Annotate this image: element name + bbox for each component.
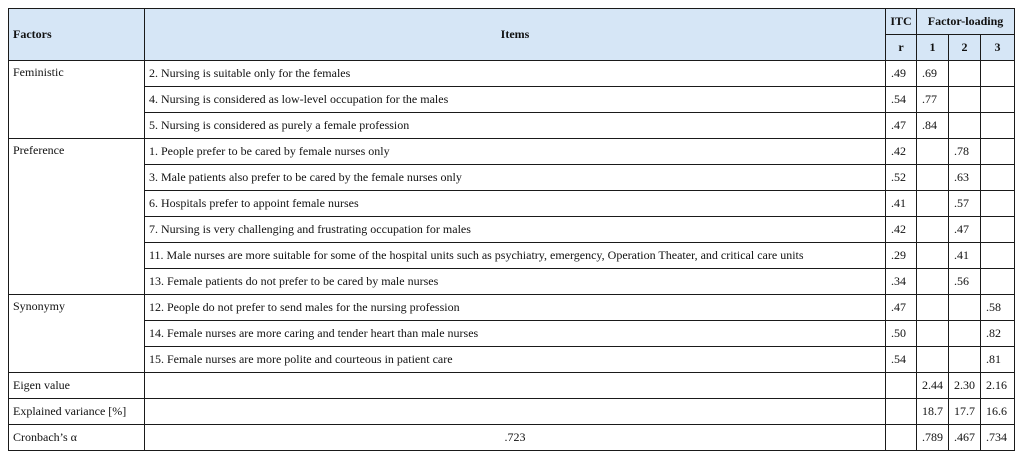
factor-2-loading xyxy=(949,347,981,373)
table-header xyxy=(9,9,1015,61)
item-text: 4. Nursing is considered as low-level occupation for the males xyxy=(145,87,886,113)
factor-1-loading xyxy=(917,165,949,191)
itc-value: .42 xyxy=(886,139,917,165)
factor-1-loading xyxy=(917,139,949,165)
item-text: 12. People do not prefer to send males for the nursing profession xyxy=(145,295,886,321)
itc-value: .34 xyxy=(886,269,917,295)
itc-value: .41 xyxy=(886,191,917,217)
table-row xyxy=(9,295,1015,321)
summary-label: Explained variance [%] xyxy=(9,399,145,425)
table-row xyxy=(9,87,1015,113)
itc-value: .47 xyxy=(886,295,917,321)
factor-3-loading xyxy=(981,87,1015,113)
factor-3-loading xyxy=(981,217,1015,243)
table-row xyxy=(9,217,1015,243)
itc-value: .47 xyxy=(886,113,917,139)
summary-factor-1: 2.44 xyxy=(917,373,949,399)
table-row xyxy=(9,139,1015,165)
summary-items-value: .723 xyxy=(145,425,886,451)
summary-row xyxy=(9,373,1015,399)
factor-2-loading xyxy=(949,295,981,321)
factor-label: Preference xyxy=(9,139,145,295)
summary-label: Cronbach’s α xyxy=(9,425,145,451)
header-factor-1: 1 xyxy=(917,35,949,61)
factor-2-loading: .56 xyxy=(949,269,981,295)
factor-label: Synonymy xyxy=(9,295,145,373)
item-text: 7. Nursing is very challenging and frustrating occupation for males xyxy=(145,217,886,243)
itc-value: .49 xyxy=(886,61,917,87)
factor-1-loading: .69 xyxy=(917,61,949,87)
factor-3-loading xyxy=(981,165,1015,191)
summary-label: Eigen value xyxy=(9,373,145,399)
factor-3-loading xyxy=(981,113,1015,139)
summary-itc-value xyxy=(886,399,917,425)
header-factors: Factors xyxy=(9,9,145,61)
table-row xyxy=(9,269,1015,295)
factor-2-loading: .57 xyxy=(949,191,981,217)
factor-3-loading xyxy=(981,139,1015,165)
factor-3-loading xyxy=(981,191,1015,217)
item-text: 11. Male nurses are more suitable for some of the hospital units such as psychiatry, emergency, Operation Theater, and critical care units xyxy=(145,243,886,269)
table-row xyxy=(9,61,1015,87)
header-factor-3: 3 xyxy=(981,35,1015,61)
table-row xyxy=(9,191,1015,217)
summary-factor-3: 16.6 xyxy=(981,399,1015,425)
summary-itc-value xyxy=(886,425,917,451)
factor-1-loading xyxy=(917,269,949,295)
factor-label: Feministic xyxy=(9,61,145,139)
table-row xyxy=(9,165,1015,191)
factor-2-loading xyxy=(949,61,981,87)
itc-value: .54 xyxy=(886,347,917,373)
summary-itc-value xyxy=(886,373,917,399)
header-factor-loading: Factor-loading xyxy=(917,9,1015,35)
itc-value: .42 xyxy=(886,217,917,243)
summary-factor-3: .734 xyxy=(981,425,1015,451)
factor-1-loading xyxy=(917,217,949,243)
factor-3-loading xyxy=(981,61,1015,87)
factor-1-loading xyxy=(917,347,949,373)
itc-value: .52 xyxy=(886,165,917,191)
itc-value: .29 xyxy=(886,243,917,269)
factor-2-loading: .63 xyxy=(949,165,981,191)
summary-factor-2: .467 xyxy=(949,425,981,451)
summary-row xyxy=(9,425,1015,451)
header-itc: ITC xyxy=(886,9,917,35)
summary-factor-3: 2.16 xyxy=(981,373,1015,399)
item-text: 3. Male patients also prefer to be cared by the female nurses only xyxy=(145,165,886,191)
factor-3-loading: .81 xyxy=(981,347,1015,373)
table-body xyxy=(9,61,1015,451)
summary-row xyxy=(9,399,1015,425)
item-text: 5. Nursing is considered as purely a female profession xyxy=(145,113,886,139)
summary-factor-2: 17.7 xyxy=(949,399,981,425)
factor-1-loading xyxy=(917,191,949,217)
factor-2-loading: .78 xyxy=(949,139,981,165)
summary-items-value xyxy=(145,373,886,399)
item-text: 14. Female nurses are more caring and tender heart than male nurses xyxy=(145,321,886,347)
factor-3-loading: .58 xyxy=(981,295,1015,321)
summary-factor-1: 18.7 xyxy=(917,399,949,425)
factor-2-loading xyxy=(949,113,981,139)
factor-1-loading xyxy=(917,321,949,347)
factor-1-loading: .84 xyxy=(917,113,949,139)
table-row xyxy=(9,347,1015,373)
summary-factor-1: .789 xyxy=(917,425,949,451)
item-text: 15. Female nurses are more polite and courteous in patient care xyxy=(145,347,886,373)
factor-3-loading xyxy=(981,243,1015,269)
header-items: Items xyxy=(145,9,886,61)
itc-value: .50 xyxy=(886,321,917,347)
factor-analysis-table xyxy=(8,8,1015,451)
item-text: 6. Hospitals prefer to appoint female nurses xyxy=(145,191,886,217)
item-text: 2. Nursing is suitable only for the females xyxy=(145,61,886,87)
factor-1-loading: .77 xyxy=(917,87,949,113)
summary-items-value xyxy=(145,399,886,425)
item-text: 1. People prefer to be cared by female nurses only xyxy=(145,139,886,165)
factor-2-loading: .41 xyxy=(949,243,981,269)
header-factor-2: 2 xyxy=(949,35,981,61)
factor-1-loading xyxy=(917,295,949,321)
table-row xyxy=(9,321,1015,347)
itc-value: .54 xyxy=(886,87,917,113)
factor-3-loading: .82 xyxy=(981,321,1015,347)
factor-3-loading xyxy=(981,269,1015,295)
header-r: r xyxy=(886,35,917,61)
factor-2-loading xyxy=(949,321,981,347)
item-text: 13. Female patients do not prefer to be cared by male nurses xyxy=(145,269,886,295)
factor-1-loading xyxy=(917,243,949,269)
summary-factor-2: 2.30 xyxy=(949,373,981,399)
factor-2-loading: .47 xyxy=(949,217,981,243)
table-row xyxy=(9,113,1015,139)
table-row xyxy=(9,243,1015,269)
factor-2-loading xyxy=(949,87,981,113)
